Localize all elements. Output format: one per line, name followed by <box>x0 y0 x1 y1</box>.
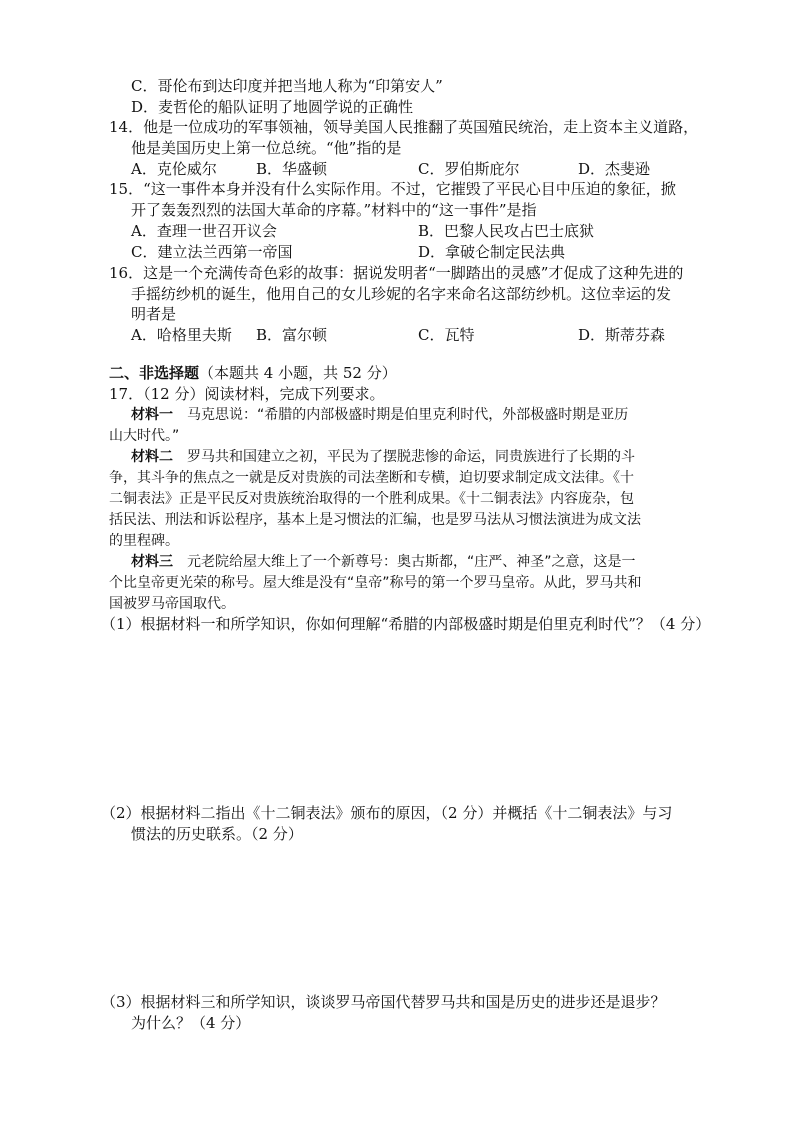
q17-material-2-line3: 二铜表法》正是平民反对贵族统治取得的一个胜利成果。《十二铜表法》内容庞杂，包 <box>109 491 634 507</box>
q15-option-a: A．查理一世召开议会 <box>131 222 277 240</box>
q17-sub-question-3-line1: （3）根据材料三和所学知识，谈谈罗马帝国代替罗马共和国是历史的进步还是退步？ <box>101 993 666 1011</box>
q13-option-d: D．麦哲伦的船队证明了地圆学说的正确性 <box>131 98 414 116</box>
material-3-label: 材料三 <box>131 554 173 570</box>
q14-stem-line1: 14．他是一位成功的军事领袖，领导美国人民推翻了英国殖民统治，走上资本主义道路， <box>109 118 699 136</box>
q16-option-c: C．瓦特 <box>418 326 475 344</box>
q17-material-2-line5: 的里程碑。 <box>109 533 179 549</box>
q17-heading: 17．（12 分）阅读材料，完成下列要求。 <box>109 385 385 403</box>
q17-material-3-line3: 国被罗马帝国取代。 <box>109 596 235 612</box>
material-1-label: 材料一 <box>131 407 173 423</box>
q17-material-1-line1 <box>131 405 628 425</box>
q17-material-1-line2: 山大时代。” <box>109 428 180 444</box>
q17-sub-question-2-line1: （2）根据材料二指出《十二铜表法》颁布的原因，（2 分）并概括《十二铜表法》与习 <box>101 804 673 822</box>
q16-stem-line3: 明者是 <box>131 305 177 323</box>
q14-option-a: A．克伦威尔 <box>131 160 217 178</box>
section-heading <box>109 363 397 383</box>
q16-option-a: A．哈格里夫斯 <box>131 326 232 344</box>
q15-stem-line1: 15．“这一事件本身并没有什么实际作用。不过，它摧毁了平民心目中压迫的象征，掀 <box>109 180 676 198</box>
section-note: （本题共 4 小题，共 52 分） <box>199 364 397 382</box>
q15-option-d: D．拿破仑制定民法典 <box>418 243 566 261</box>
q17-material-2-line1 <box>131 447 635 467</box>
q17-sub-question-1: （1）根据材料一和所学知识，你如何理解“希腊的内部极盛时期是伯里克利时代”？（4 分） <box>101 615 711 633</box>
material-1-text: 马克思说：“希腊的内部极盛时期是伯里克利时代，外部极盛时期是亚历 <box>173 407 629 423</box>
material-2-text: 罗马共和国建立之初，平民为了摆脱悲惨的命运，同贵族进行了长期的斗 <box>173 449 635 465</box>
q14-stem-line2: 他是美国历史上第一位总统。“他”指的是 <box>131 139 402 157</box>
q17-sub-question-3-line2: 为什么？（4 分） <box>131 1014 251 1032</box>
q14-option-c: C．罗伯斯庇尔 <box>418 160 520 178</box>
q15-option-c: C．建立法兰西第一帝国 <box>131 243 293 261</box>
section-title: 二、非选择题 <box>109 364 200 382</box>
q16-stem-line2: 手摇纺纱机的诞生，他用自己的女儿珍妮的名字来命名这部纺纱机。这位幸运的发 <box>131 285 672 303</box>
q17-material-3-line1 <box>131 552 636 572</box>
q16-stem-line1: 16．这是一个充满传奇色彩的故事：据说发明者“一脚踏出的灵感”才促成了这种先进的 <box>109 264 684 282</box>
q17-material-2-line2: 争，其斗争的焦点之一就是反对贵族的司法垄断和专横，迫切要求制定成文法律。《十 <box>109 470 634 486</box>
q14-option-b: B．华盛顿 <box>256 160 328 178</box>
q17-sub-question-2-line2: 惯法的历史联系。（2 分） <box>131 825 303 843</box>
q16-option-d: D．斯蒂芬森 <box>578 326 666 344</box>
material-2-label: 材料二 <box>131 449 173 465</box>
q17-material-2-line4: 括民法、刑法和诉讼程序，基本上是习惯法的汇编，也是罗马法从习惯法演进为成文法 <box>109 512 641 528</box>
material-3-text: 元老院给屋大维上了一个新尊号：奥古斯都，“庄严、神圣”之意，这是一 <box>173 554 636 570</box>
q14-option-d: D．杰斐逊 <box>578 160 651 178</box>
q15-stem-line2: 开了轰轰烈烈的法国大革命的序幕。”材料中的“这一事件”是指 <box>131 201 537 219</box>
q13-option-c: C．哥伦布到达印度并把当地人称为“印第安人” <box>131 77 443 95</box>
q15-option-b: B．巴黎人民攻占巴士底狱 <box>418 222 595 240</box>
q16-option-b: B．富尔顿 <box>256 326 328 344</box>
q17-material-3-line2: 个比皇帝更光荣的称号。屋大维是没有“皇帝”称号的第一个罗马皇帝。从此，罗马共和 <box>109 575 642 591</box>
